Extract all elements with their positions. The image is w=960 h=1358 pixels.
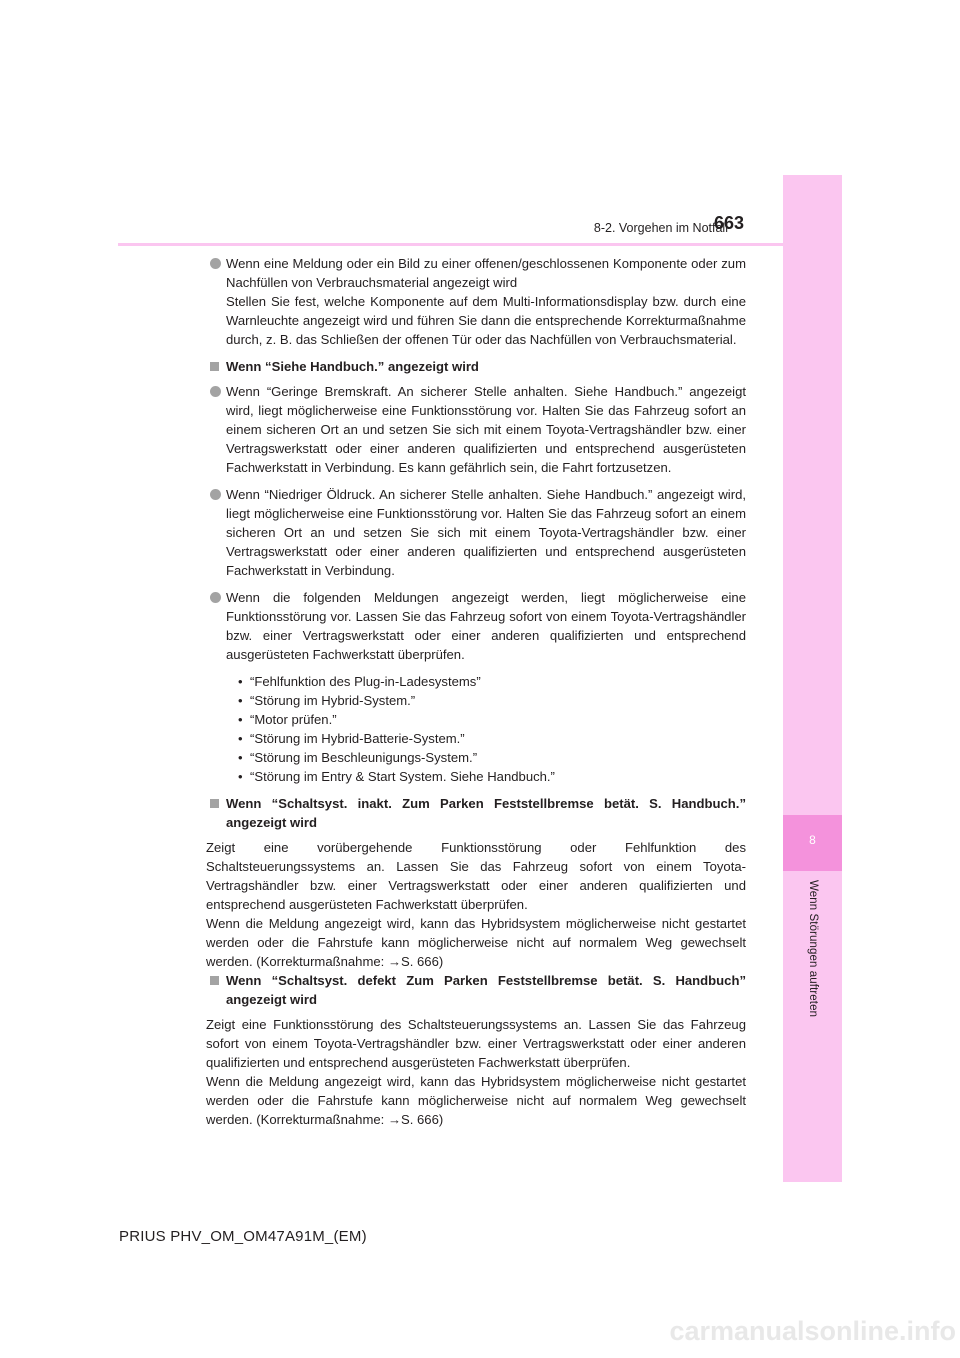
page-content	[206, 254, 746, 1129]
section-heading	[206, 971, 746, 1009]
page-number: 663	[714, 213, 745, 233]
bullet-item	[206, 382, 746, 477]
bullet-item	[206, 254, 746, 349]
section-title: 8-2. Vorgehen im Notfall	[593, 221, 728, 235]
bullet-text: Wenn die folgenden Meldungen angezeigt werden, liegt möglicherweise eine Funktionsstörung vor. Lassen Sie das Fahrzeug sofort von einem Toyota-Vertragshändler bzw. einer Vertragswerkstatt oder einer anderen qualifizierten und entsprechend ausgerüsteten Fachwerkstatt überprüfen.	[226, 590, 746, 662]
bullet-text: Wenn “Niedriger Öldruck. An sicherer Stelle anhalten. Siehe Handbuch.” angezeigt wird, liegt möglicherweise eine Funktionsstörung vor. Halten Sie das Fahrzeug sofort an einem sicheren Ort an und setzen Sie sich mit einem Toyota-Vertragshändler bzw. einer Vertragswerkstatt oder einer anderen qualifizierten und entsprechend ausgerüsteten Fachwerkstatt in Verbindung.	[226, 487, 746, 578]
section-heading	[206, 357, 746, 376]
paragraph: Zeigt eine vorübergehende Funktionsstörung oder Fehlfunktion des Schaltsteuerungssystems an. Lassen Sie das Fahrzeug sofort von einem Toyota-Vertragshändler bzw. einer Vertragswerkstatt oder einer anderen qualifizierten und entsprechend ausgerüsteten Fachwerkstatt überprüfen.	[206, 840, 746, 912]
bullet-dot-icon	[210, 386, 221, 397]
heading-text: Wenn “Schaltsyst. defekt Zum Parken Feststellbremse betät. S. Handbuch” angezeigt wird	[226, 973, 746, 1007]
heading-text: Wenn “Schaltsyst. inakt. Zum Parken Feststellbremse betät. S. Handbuch.” angezeigt wird	[226, 796, 746, 830]
bullet-text: Wenn “Geringe Bremskraft. An sicherer Stelle anhalten. Siehe Handbuch.” angezeigt wird, liegt möglicherweise eine Funktionsstörung vor. Halten Sie das Fahrzeug sofort an einem sicheren Ort an und setzen Sie sich mit einem Toyota-Vertragshändler bzw. einer Vertragswerkstatt oder einer anderen qualifizierten und entsprechend ausgerüsteten Fachwerkstatt in Verbindung. Es kann gefährlich sein, die Fahrt fortzusetzen.	[226, 384, 746, 475]
bullet-dot-icon	[210, 258, 221, 269]
paragraph: Wenn die Meldung angezeigt wird, kann das Hybridsystem möglicherweise nicht gestartet werden oder die Fahrstufe kann möglicherweise nicht auf normalem Weg gewechselt werden. (Korrekturmaßnahme: →S. 666)	[206, 916, 746, 969]
list-item: • “Störung im Hybrid-Batterie-System.”	[238, 729, 746, 748]
paragraph: Wenn die Meldung angezeigt wird, kann das Hybridsystem möglicherweise nicht gestartet werden oder die Fahrstufe kann möglicherweise nicht auf normalem Weg gewechselt werden. (Korrekturmaßnahme: →S. 666)	[206, 1074, 746, 1127]
chapter-number: 8	[809, 833, 816, 847]
watermark: carmanualsonline.info	[669, 1316, 956, 1346]
list-item: • “Störung im Hybrid-System.”	[238, 691, 746, 710]
list-item: • “Störung im Beschleunigungs-System.”	[238, 748, 746, 767]
chapter-title: Wenn Störungen auftreten	[807, 880, 819, 1018]
heading-text: Wenn “Siehe Handbuch.” angezeigt wird	[226, 359, 479, 374]
bullet-item	[206, 588, 746, 664]
paragraph: Stellen Sie fest, welche Komponente auf dem Multi-Informationsdisplay bzw. durch eine Warnleuchte angezeigt wird und führen Sie dann die entsprechende Korrekturmaßnahme durch, z. B. das Schließen der offenen Tür oder das Nachfüllen von Verbrauchsmaterial.	[226, 294, 746, 347]
document-footer: PRIUS PHV_OM_OM47A91M_(EM)	[119, 1228, 367, 1245]
paragraph: Zeigt eine Funktionsstörung des Schaltsteuerungssystems an. Lassen Sie das Fahrzeug sofort von einem Toyota-Vertragshändler bzw. einer Vertragswerkstatt oder einer anderen qualifizierten und entsprechend ausgerüsteten Fachwerkstatt überprüfen.	[206, 1017, 746, 1070]
square-bullet-icon	[210, 799, 219, 808]
bullet-dot-icon	[210, 592, 221, 603]
square-bullet-icon	[210, 976, 219, 985]
list-item: • “Störung im Entry & Start System. Siehe Handbuch.”	[238, 767, 746, 786]
bullet-item	[206, 485, 746, 580]
list-item: • “Motor prüfen.”	[238, 710, 746, 729]
list-item: • “Fehlfunktion des Plug-in-Ladesystems”	[238, 672, 746, 691]
message-list	[238, 672, 746, 786]
square-bullet-icon	[210, 362, 219, 371]
bullet-dot-icon	[210, 489, 221, 500]
header-rule	[118, 243, 783, 246]
bullet-text: Wenn eine Meldung oder ein Bild zu einer offenen/geschlossenen Komponente oder zum Nachfüllen von Verbrauchsmaterial angezeigt wird	[226, 256, 746, 290]
section-heading	[206, 794, 746, 832]
